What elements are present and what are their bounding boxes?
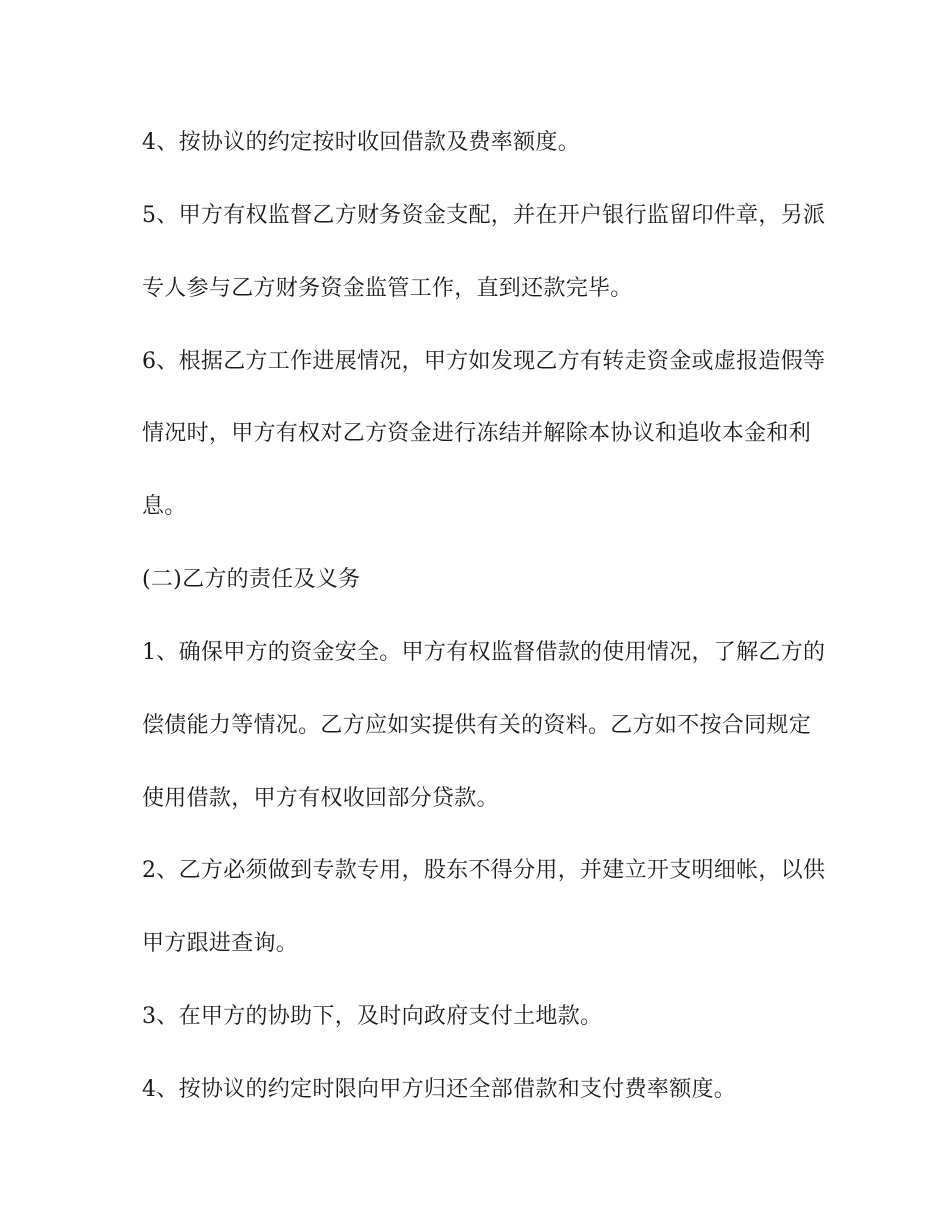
paragraph-line: 4、按协议的约定按时收回借款及费率额度。: [142, 130, 580, 155]
paragraph-line: 6、根据乙方工作进展情况，甲方如发现乙方有转走资金或虚报造假等: [142, 349, 826, 374]
paragraph-line: 5、甲方有权监督乙方财务资金支配，并在开户银行监留印件章，另派: [142, 203, 826, 228]
paragraph-line: 偿债能力等情况。乙方应如实提供有关的资料。乙方如不按合同规定: [142, 713, 812, 738]
paragraph-line: 2、乙方必须做到专款专用，股东不得分用，并建立开支明细帐，以供: [142, 858, 826, 883]
paragraph-line: 专人参与乙方财务资金监管工作，直到还款完毕。: [142, 276, 633, 301]
paragraph-line: 4、按协议的约定时限向甲方归还全部借款和支付费率额度。: [142, 1077, 737, 1102]
paragraph-line: 息。: [142, 494, 187, 519]
paragraph-line: 甲方跟进查询。: [142, 931, 299, 956]
section-heading: (二)乙方的责任及义务: [142, 567, 361, 592]
paragraph-line: 使用借款，甲方有权收回部分贷款。: [142, 786, 499, 811]
paragraph-line: 情况时，甲方有权对乙方资金进行冻结并解除本协议和追收本金和利: [142, 421, 812, 446]
paragraph-line: 1、确保甲方的资金安全。甲方有权监督借款的使用情况，了解乙方的: [142, 640, 826, 665]
paragraph-line: 3、在甲方的协助下，及时向政府支付土地款。: [142, 1004, 603, 1029]
